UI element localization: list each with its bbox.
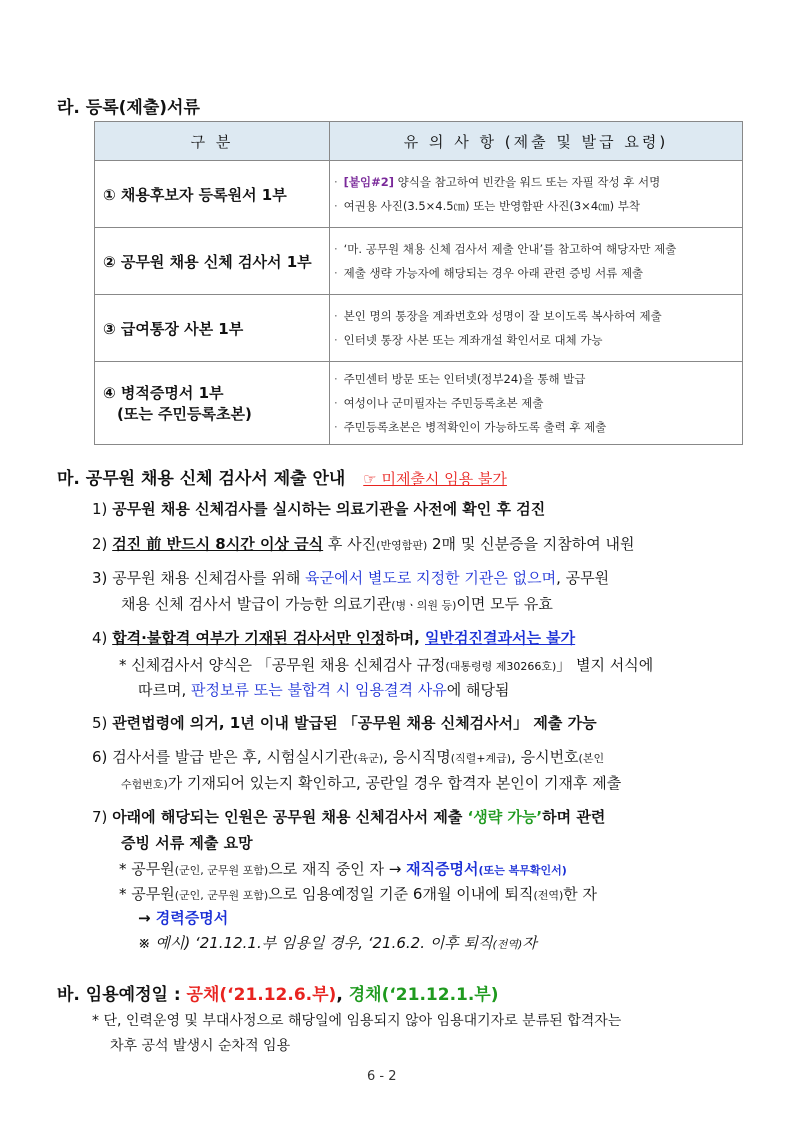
sub-text: 으로 임용예정일 기준 6개월 이내에 퇴직 xyxy=(268,885,534,903)
item-text: 후 사진 xyxy=(323,535,377,553)
item-note: (육군) xyxy=(353,752,384,765)
item-7-sub2-line2 xyxy=(138,911,228,926)
item-6-line2 xyxy=(121,776,621,791)
ba-note-line1: * 단, 인력운영 및 부대사정으로 해당일에 임용되지 않아 임용대기자로 분류된 합격자는 xyxy=(92,1013,622,1029)
note-text: 제출 생략 가능자에 해당되는 경우 아래 관련 증빙 서류 제출 xyxy=(343,266,644,280)
sub-text: 한 자 xyxy=(563,885,598,903)
item-number: 2) xyxy=(92,535,108,553)
sub-note: (군인, 군무원 포함) xyxy=(174,864,269,877)
item-text: 공무원 채용 신체검사를 위해 xyxy=(112,569,306,587)
section-heading-ba xyxy=(57,980,499,1005)
item-emphasis: 합격·불합격 여부가 기재된 검사서만 인정 xyxy=(112,629,386,647)
item-text: 가 기재되어 있는지 확인하고, 공란일 경우 합격자 본인이 기재후 제출 xyxy=(167,774,622,792)
sub-note: (군인, 군무원 포함) xyxy=(174,889,269,902)
row-notes: · [붙임#2] 양식을 참고하여 빈칸을 워드 또는 자필 작성 후 서명 · 여권용 사진(3.5×4.5㎝) 또는 반영함판 사진(3×4㎝) 부착 xyxy=(330,161,743,228)
item-2 xyxy=(92,537,635,552)
sub-highlight-note: (또는 복무확인서) xyxy=(478,864,567,877)
item-number: 7) xyxy=(92,808,108,826)
section-title: 마. 공무원 채용 신체 검사서 제출 안내 xyxy=(57,469,346,489)
note-text: 인터넷 통장 사본 또는 계좌개설 확인서로 대체 가능 xyxy=(343,333,603,347)
item-7 xyxy=(92,810,605,825)
item-text: 이면 모두 유효 xyxy=(456,595,553,613)
open-recruit-date: 공채(‘21.12.6.부) xyxy=(186,985,337,1005)
item-note: 수험번호) xyxy=(121,778,168,791)
item-number: 4) xyxy=(92,629,108,647)
item-note: (반영함판) xyxy=(376,539,428,552)
example-small: (전역) xyxy=(492,938,523,951)
item-highlight: 일반검진결과서는 불가 xyxy=(425,629,576,647)
note-text: 여권용 사진(3.5×4.5㎝) 또는 반영함판 사진(3×4㎝) 부착 xyxy=(343,199,640,213)
item-text: 검사서를 발급 받은 후, 시험실시기관 xyxy=(112,748,354,766)
table-row xyxy=(95,161,743,228)
separator: , xyxy=(336,985,349,1005)
sub-text: 으로 재직 중인 자 → xyxy=(268,860,407,878)
table-row xyxy=(95,295,743,362)
item-7-line2: 증빙 서류 제출 요망 xyxy=(121,834,253,852)
row-label-line1: ④ 병적증명서 1부 xyxy=(103,384,224,402)
documents-table xyxy=(94,121,743,445)
item-number: 6) xyxy=(92,748,108,766)
warning-note: ☞ 미제출시 임용 불가 xyxy=(363,470,507,488)
row-label: ③ 급여통장 사본 1부 xyxy=(95,295,330,362)
example-note xyxy=(138,936,537,951)
item-text: 아래에 해당되는 인원은 공무원 채용 신체검사서 제출 xyxy=(112,808,468,826)
item-7-sub2 xyxy=(119,887,597,902)
table-header-notes: 유 의 사 항 (제출 및 발급 요령) xyxy=(330,122,743,161)
arrow-glyph: → xyxy=(138,909,156,927)
example-text: 자 xyxy=(522,934,537,952)
note-text: 본인 명의 통장을 계좌번호와 성명이 잘 보이도록 복사하여 제출 xyxy=(343,309,662,323)
item-1 xyxy=(92,502,545,517)
section-heading-ra: 라. 등록(제출)서류 xyxy=(57,98,200,118)
sub-highlight: 경력증명서 xyxy=(155,909,229,927)
example-text: ※ 예시) ‘21.12.1.부 임용일 경우, ‘21.6.2. 이후 퇴직 xyxy=(138,934,493,952)
row-label-line2: (또는 주민등록초본) xyxy=(117,405,252,423)
note-text: 주민센터 방문 또는 인터넷(정부24)을 통해 발급 xyxy=(343,372,586,386)
section-title: 바. 임용예정일 : xyxy=(57,985,187,1005)
item-5 xyxy=(92,716,597,731)
row-notes: · 주민센터 방문 또는 인터넷(정부24)을 통해 발급 · 여성이나 군미필자는 주민등록초본 제출 · 주민등록초본은 병적확인이 가능하도록 출력 후 제출 xyxy=(330,362,743,445)
row-label: ① 채용후보자 등록원서 1부 xyxy=(95,161,330,228)
item-3 xyxy=(92,571,609,586)
row-notes: · ‘마. 공무원 채용 신체 검사서 제출 안내’를 참고하여 해당자만 제출 · 제출 생략 가능자에 해당되는 경우 아래 관련 증빙 서류 제출 xyxy=(330,228,743,295)
item-highlight: 육군에서 별도로 지정한 기관은 없으며 xyxy=(305,569,557,587)
note-text: 에 해당됨 xyxy=(446,681,510,699)
item-text: 채용 신체 검사서 발급이 가능한 의료기관 xyxy=(121,595,392,613)
item-note: (본인 xyxy=(578,752,605,765)
note-small: (대통령령 제30266호) xyxy=(445,660,557,673)
note-text: ‘마. 공무원 채용 신체 검사서 제출 안내’를 참고하여 해당자만 제출 xyxy=(343,242,677,256)
table-header-category: 구 분 xyxy=(95,122,330,161)
item-text: , 공무원 xyxy=(556,569,610,587)
table-row xyxy=(95,228,743,295)
sub-text: * 공무원 xyxy=(119,860,175,878)
item-4 xyxy=(92,631,575,646)
note-text: 따르며, xyxy=(138,681,192,699)
section-heading-ma xyxy=(57,464,507,489)
item-text: 하며 관련 xyxy=(542,808,606,826)
note-text: * 신체검사서 양식은 「공무원 채용 신체검사 규정 xyxy=(119,656,446,674)
item-note: (직렬+계급) xyxy=(450,752,512,765)
item-number: 5) xyxy=(92,714,108,732)
note-text: 주민등록초본은 병적확인이 가능하도록 출력 후 제출 xyxy=(343,420,607,434)
note-text: 」 별지 서식에 xyxy=(556,656,654,674)
item-6 xyxy=(92,750,604,765)
item-3-line2 xyxy=(121,597,553,612)
item-text: 하며, xyxy=(385,629,426,647)
row-label xyxy=(95,362,330,445)
item-emphasis: 검진 前 반드시 8시간 이상 금식 xyxy=(112,535,324,553)
row-notes: · 본인 명의 통장을 계좌번호와 성명이 잘 보이도록 복사하여 제출 · 인터넷 통장 사본 또는 계좌개설 확인서로 대체 가능 xyxy=(330,295,743,362)
item-highlight: ‘생략 가능’ xyxy=(467,808,543,826)
item-text: 2매 및 신분증을 지참하여 내원 xyxy=(427,535,635,553)
ba-note-line2: 차후 공석 발생시 순차적 임용 xyxy=(110,1038,291,1054)
attachment-ref: [붙임#2] xyxy=(343,175,395,189)
sub-highlight: 재직증명서 xyxy=(406,860,479,878)
item-4-note-line2 xyxy=(138,683,509,698)
note-text: 여성이나 군미필자는 주민등록초본 제출 xyxy=(343,396,544,410)
item-number: 3) xyxy=(92,569,108,587)
item-text: , 응시번호 xyxy=(511,748,579,766)
item-note: (병ㆍ의원 등) xyxy=(391,599,457,612)
item-text: , 응시직명 xyxy=(383,748,451,766)
item-text: 공무원 채용 신체검사를 실시하는 의료기관을 사전에 확인 후 검진 xyxy=(112,500,546,518)
item-text: 관련법령에 의거, 1년 이내 발급된 「공무원 채용 신체검사서」 제출 가능 xyxy=(112,714,597,732)
sub-note: (전역) xyxy=(533,889,564,902)
sub-text: * 공무원 xyxy=(119,885,175,903)
table-row xyxy=(95,362,743,445)
item-7-sub1 xyxy=(119,862,567,877)
item-4-note xyxy=(119,658,653,673)
career-recruit-date: 경채(‘21.12.1.부) xyxy=(348,985,499,1005)
row-label: ② 공무원 채용 신체 검사서 1부 xyxy=(95,228,330,295)
note-highlight: 판정보류 또는 불합격 시 임용결격 사유 xyxy=(191,681,447,699)
item-number: 1) xyxy=(92,500,108,518)
page-number: 6 - 2 xyxy=(367,1069,397,1084)
note-text: 양식을 참고하여 빈칸을 워드 또는 자필 작성 후 서명 xyxy=(394,175,661,189)
